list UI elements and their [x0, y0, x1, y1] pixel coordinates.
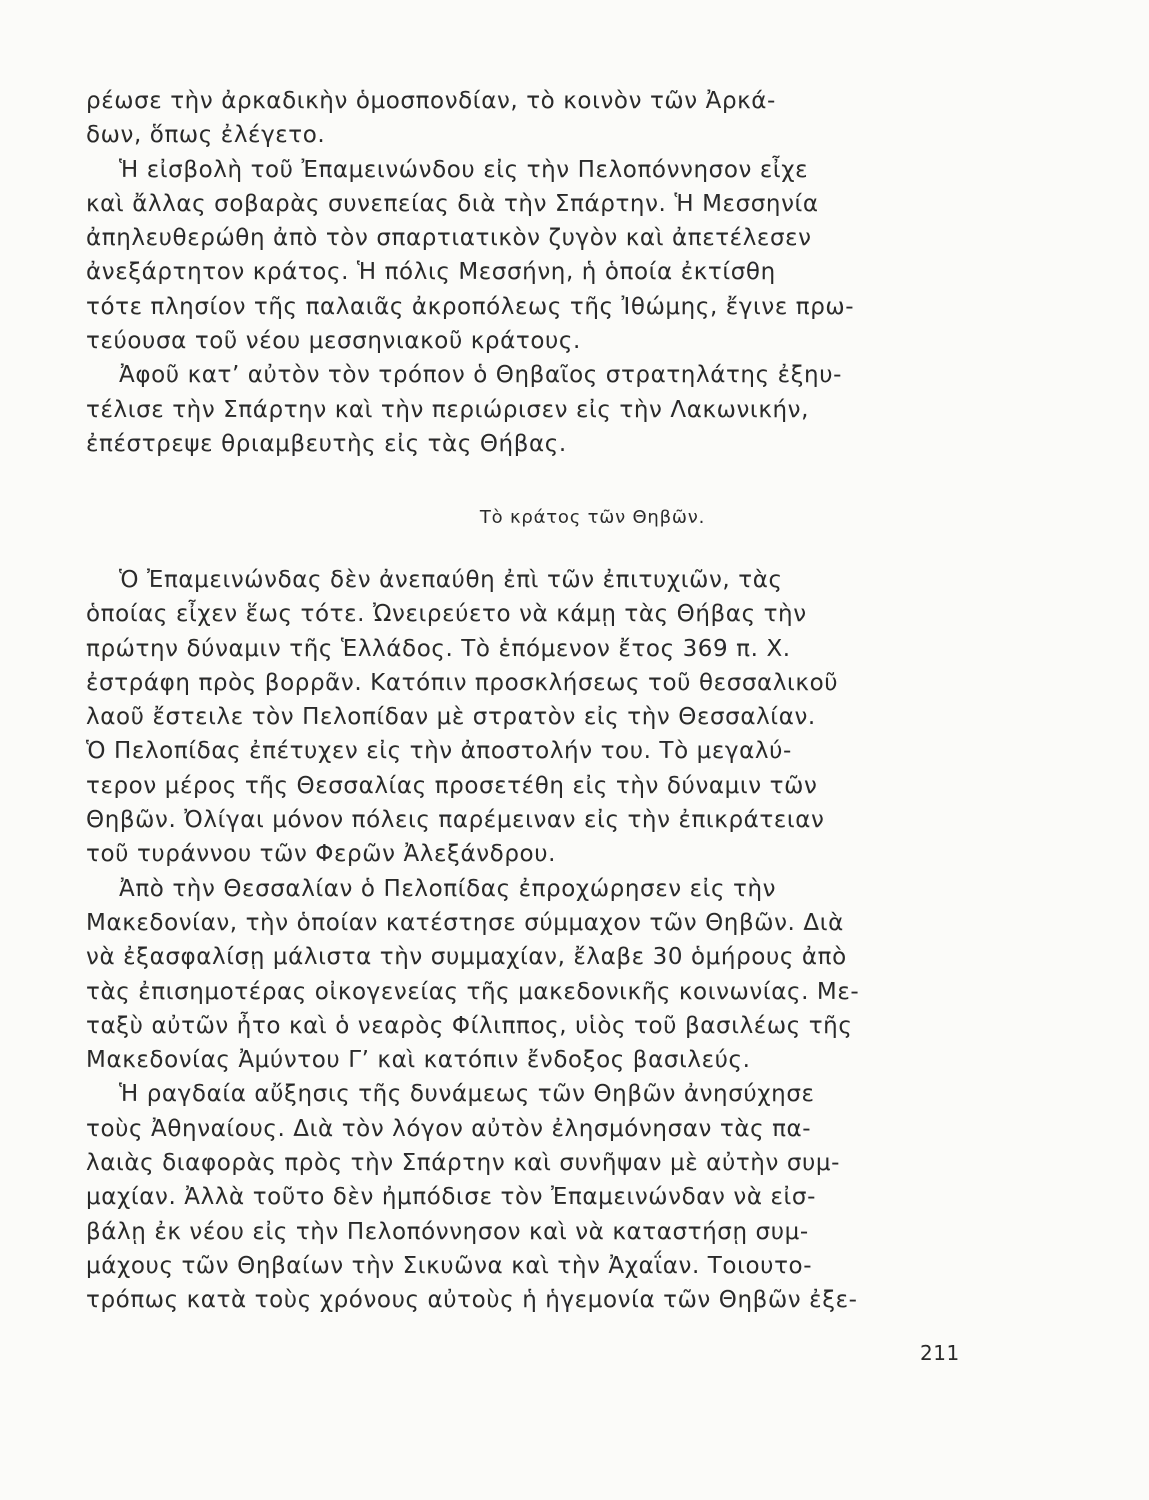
text-line: τότε πλησίον τῆς παλαιᾶς ἀκροπόλεως τῆς Ἰθώμης, ἔγινε πρω-	[86, 293, 855, 320]
text-line: ταξὺ αὐτῶν ἦτο καὶ ὁ νεαρὸς Φίλιππος, υἱὸς τοῦ βασιλέως τῆς	[86, 1012, 853, 1039]
text-line: Ἡ εἰσβολὴ τοῦ Ἐπαμεινώνδου εἰς τὴν Πελοπόννησον εἶχε	[119, 156, 809, 183]
text-line: Ἀφοῦ κατ’ αὐτὸν τὸν τρόπον ὁ Θηβαῖος στρατηλάτης ἐξηυ-	[119, 362, 843, 389]
page-number: 211	[920, 1341, 960, 1365]
text-line: τερον μέρος τῆς Θεσσαλίας προσετέθη εἰς τὴν δύναμιν τῶν	[86, 772, 818, 799]
text-line: καὶ ἄλλας σοβαρὰς συνεπείας διὰ τὴν Σπάρτην. Ἡ Μεσσηνία	[86, 190, 819, 217]
text-line: μάχους τῶν Θηβαίων τὴν Σικυῶνα καὶ τὴν Ἀχαΐαν. Τοιουτο-	[86, 1252, 813, 1279]
text-line: τεύουσα τοῦ νέου μεσσηνιακοῦ κράτους.	[86, 328, 581, 355]
text-line: τοὺς Ἀθηναίους. Διὰ τὸν λόγον αὐτὸν ἐλησμόνησαν τὰς πα-	[86, 1115, 812, 1142]
section-heading: Τὸ κράτος τῶν Θηβῶν.	[479, 507, 706, 528]
text-line: μαχίαν. Ἀλλὰ τοῦτο δὲν ἠμπόδισε τὸν Ἐπαμεινώνδαν νὰ εἰσ-	[86, 1184, 816, 1211]
body-text-bottom	[86, 563, 966, 1318]
text-line: Ἀπὸ τὴν Θεσσαλίαν ὁ Πελοπίδας ἐπροχώρησεν εἰς τὴν	[119, 875, 777, 902]
text-line: πρώτην δύναμιν τῆς Ἑλλάδος. Τὸ ἑπόμενον ἔτος 369 π. Χ.	[86, 635, 791, 662]
text-line: Θηβῶν. Ὀλίγαι μόνον πόλεις παρέμειναν εἰς τὴν ἐπικράτειαν	[86, 807, 825, 834]
text-line: λαοῦ ἔστειλε τὸν Πελοπίδαν μὲ στρατὸν εἰς τὴν Θεσσαλίαν.	[86, 704, 816, 731]
text-line: Ὁ Ἐπαμεινώνδας δὲν ἀνεπαύθη ἐπὶ τῶν ἐπιτυχιῶν, τὰς	[119, 567, 783, 593]
text-line: βάλῃ ἐκ νέου εἰς τὴν Πελοπόννησον καὶ νὰ καταστήσῃ συμ-	[86, 1218, 809, 1245]
text-line: δων, ὅπως ἐλέγετο.	[86, 122, 326, 149]
text-line: ὁποίας εἶχεν ἕως τότε. Ὠνειρεύετο νὰ κάμῃ τὰς Θήβας τὴν	[86, 601, 807, 628]
text-line: νὰ ἐξασφαλίσῃ μάλιστα τὴν συμμαχίαν, ἔλαβε 30 ὁμήρους ἀπὸ	[86, 944, 847, 971]
text-line: Μακεδονίας Ἀμύντου Γ’ καὶ κατόπιν ἔνδοξος βασιλεύς.	[86, 1047, 751, 1074]
text-line: Ὁ Πελοπίδας ἐπέτυχεν εἰς τὴν ἀποστολήν του. Τὸ μεγαλύ-	[86, 738, 792, 765]
text-line: Ἡ ραγδαία αὔξησις τῆς δυνάμεως τῶν Θηβῶν ἀνησύχησε	[119, 1081, 815, 1108]
text-line: ἀπηλευθερώθη ἀπὸ τὸν σπαρτιατικὸν ζυγὸν καὶ ἀπετέλεσεν	[86, 225, 812, 252]
text-line: τρόπως κατὰ τοὺς χρόνους αὐτοὺς ἡ ἡγεμονία τῶν Θηβῶν ἐξε-	[86, 1287, 858, 1314]
body-text-top	[86, 84, 966, 461]
text-line: ἐπέστρεψε θριαμβευτὴς εἰς τὰς Θήβας.	[86, 430, 567, 457]
text-line: ἐστράφη πρὸς βορρᾶν. Κατόπιν προσκλήσεως τοῦ θεσσαλικοῦ	[86, 669, 839, 696]
text-line: τὰς ἐπισημοτέρας οἰκογενείας τῆς μακεδονικῆς κοινωνίας. Με-	[86, 978, 860, 1005]
text-line: ρέωσε τὴν ἀρκαδικὴν ὁμοσπονδίαν, τὸ κοινὸν τῶν Ἀρκά-	[86, 88, 776, 114]
text-line: λαιὰς διαφορὰς πρὸς τὴν Σπάρτην καὶ συνῆψαν μὲ αὐτὴν συμ-	[86, 1150, 841, 1177]
text-line: ἀνεξάρτητον κράτος. Ἡ πόλις Μεσσήνη, ἡ ὁποία ἐκτίσθη	[86, 259, 776, 286]
text-line: τοῦ τυράννου τῶν Φερῶν Ἀλεξάνδρου.	[86, 841, 557, 868]
text-line: τέλισε τὴν Σπάρτην καὶ τὴν περιώρισεν εἰς τὴν Λακωνικήν,	[86, 396, 810, 423]
text-line: Μακεδονίαν, τὴν ὁποίαν κατέστησε σύμμαχον τῶν Θηβῶν. Διὰ	[86, 909, 844, 936]
